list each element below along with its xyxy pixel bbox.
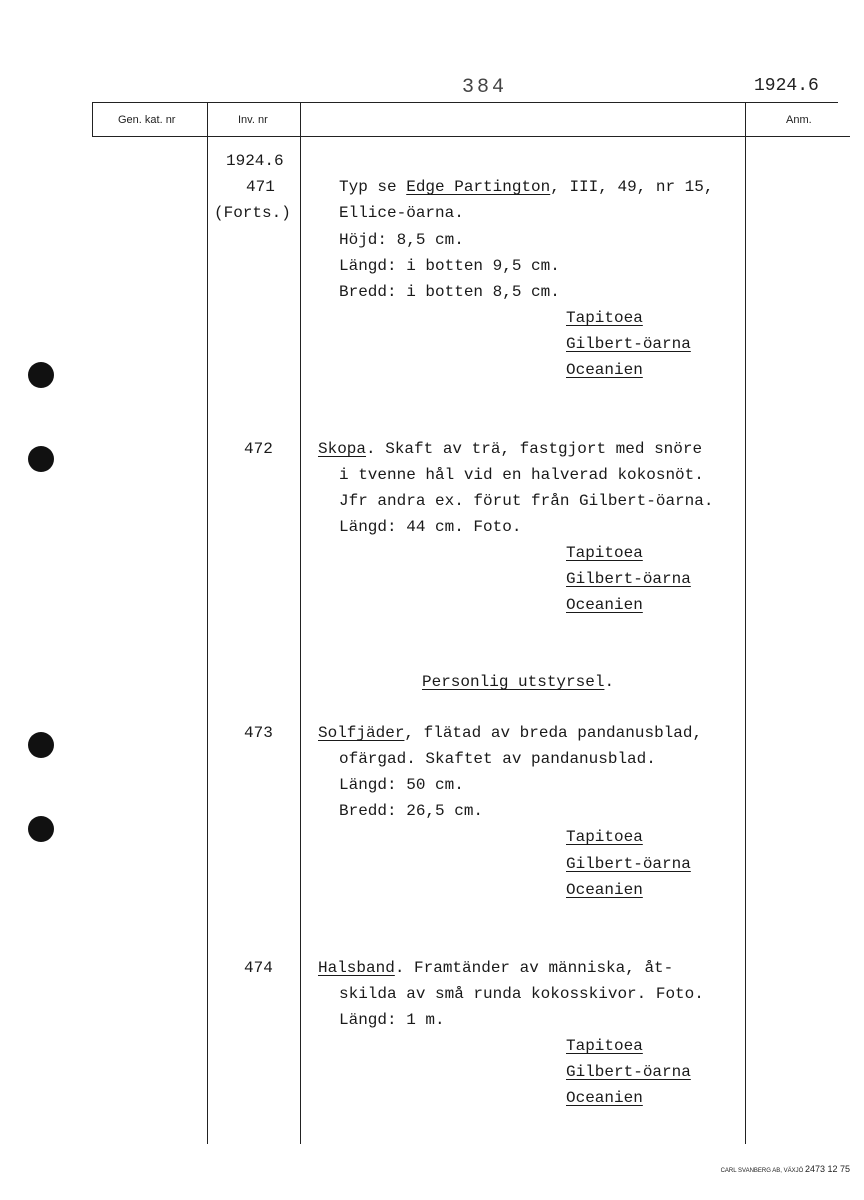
place-region: Oceanien [566,1089,643,1107]
entry-line: Längd: 1 m. [339,1011,445,1029]
entry-line: Ellice-öarna. [339,204,464,222]
column-rule-inv-text [300,102,301,1144]
header-top-rule [92,102,838,103]
place-island-group: Gilbert-öarna [566,335,691,353]
form-code: 2473 12 75 [804,1164,850,1174]
entry-line: ofärgad. Skaftet av pandanusblad. [339,750,656,768]
column-rule-gen-inv [207,102,208,1144]
column-header-anm: Anm. [786,114,812,126]
place-region: Oceanien [566,596,643,614]
section-heading: Personlig utstyrsel. [422,673,615,691]
printer-imprint [721,1164,850,1174]
place-island-group: Gilbert-öarna [566,855,691,873]
entry-line: Längd: 44 cm. Foto. [339,518,522,536]
entry-line: Halsband. Framtänder av människa, åt- [318,959,674,977]
object-name: Solfjäder [318,724,405,742]
header-bottom-rule [92,136,850,137]
column-rule-left [92,102,93,136]
inv-number-note: (Forts.) [214,204,291,222]
entry-line: Längd: 50 cm. [339,776,464,794]
column-rule-text-anm [745,102,746,1144]
entry-line: Bredd: 26,5 cm. [339,802,484,820]
entry-line: Höjd: 8,5 cm. [339,231,464,249]
entry-line: Bredd: i botten 8,5 cm. [339,283,560,301]
inv-number: 472 [244,440,273,458]
entry-line: Längd: i botten 9,5 cm. [339,257,560,275]
punch-hole [28,362,54,388]
entry-line: Typ se Edge Partington, III, 49, nr 15, [339,178,714,196]
inv-number: 471 [246,178,275,196]
page-number: 384 [462,76,508,99]
entry-line: Solfjäder, flätad av breda pandanusblad, [318,724,703,742]
place-locality: Tapitoea [566,828,643,846]
entry-line: skilda av små runda kokosskivor. Foto. [339,985,704,1003]
entry-line: i tvenne hål vid en halverad kokosnöt. [339,466,704,484]
punch-hole [28,816,54,842]
place-island-group: Gilbert-öarna [566,570,691,588]
entry-line: Skopa. Skaft av trä, fastgjort med snöre [318,440,703,458]
object-name: Halsband [318,959,395,977]
catalog-code: 1924.6 [754,76,819,96]
place-island-group: Gilbert-öarna [566,1063,691,1081]
place-locality: Tapitoea [566,544,643,562]
entry-line: Jfr andra ex. förut från Gilbert-öarna. [339,492,714,510]
printer-name: CARL SVANBERG AB, VÄXJÖ [720,1168,804,1174]
object-name: Skopa [318,440,367,458]
inv-number: 473 [244,724,273,742]
reference-title: Edge Partington [406,178,551,196]
column-header-gen-kat-nr: Gen. kat. nr [118,114,176,126]
punch-hole [28,732,54,758]
inv-number: 474 [244,959,273,977]
place-region: Oceanien [566,361,643,379]
place-locality: Tapitoea [566,309,643,327]
place-region: Oceanien [566,881,643,899]
punch-hole [28,446,54,472]
place-locality: Tapitoea [566,1037,643,1055]
inv-number: 1924.6 [226,152,284,170]
column-header-inv-nr: Inv. nr [238,114,268,126]
